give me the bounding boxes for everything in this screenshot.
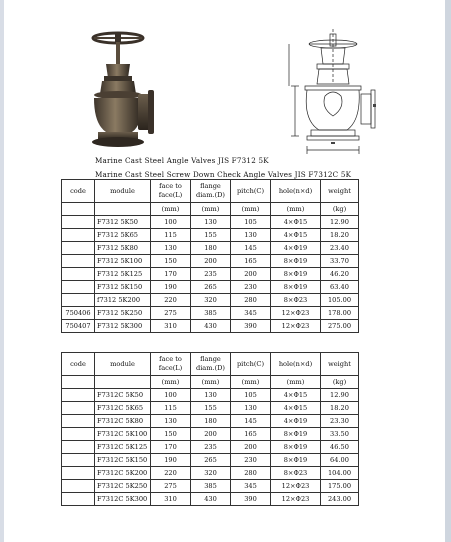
pitch-cell: 130 — [231, 402, 271, 415]
unit-cell — [62, 376, 95, 389]
face-to-face-cell: 170 — [151, 268, 191, 281]
module-cell: F7312C 5K125 — [95, 441, 151, 454]
module-cell: F7312C 5K300 — [95, 493, 151, 506]
unit-cell: (mm) — [191, 376, 231, 389]
face-to-face-cell: 310 — [151, 493, 191, 506]
pitch-cell: 390 — [231, 320, 271, 333]
table-row — [62, 242, 359, 255]
weight-cell: 23.40 — [321, 242, 359, 255]
pitch-cell: 280 — [231, 294, 271, 307]
unit-cell: (kg) — [321, 203, 359, 216]
flange-diameter-cell: 320 — [191, 294, 231, 307]
table-row — [62, 320, 359, 333]
header-face-to-face: face to face(L) — [151, 180, 191, 203]
flange-diameter-cell: 200 — [191, 255, 231, 268]
flange-diameter-cell: 265 — [191, 281, 231, 294]
pitch-cell: 105 — [231, 216, 271, 229]
header-hole: hole(n×d) — [271, 353, 321, 376]
hole-cell: 12×Φ23 — [271, 320, 321, 333]
pitch-cell: 230 — [231, 281, 271, 294]
pitch-cell: 130 — [231, 229, 271, 242]
hole-cell: 12×Φ23 — [271, 493, 321, 506]
header-weight: weight — [321, 180, 359, 203]
face-to-face-cell: 115 — [151, 402, 191, 415]
window-edge-right — [445, 0, 451, 542]
hole-cell: 8×Φ19 — [271, 454, 321, 467]
caption-check-angle-valves: Marine Cast Steel Screw Down Check Angle Valves JIS F7312C 5K — [95, 170, 352, 179]
face-to-face-cell: 220 — [151, 467, 191, 480]
hole-cell: 4×Φ15 — [271, 389, 321, 402]
code-cell — [62, 402, 95, 415]
pitch-cell: 165 — [231, 255, 271, 268]
face-to-face-cell: 190 — [151, 454, 191, 467]
pitch-cell: 200 — [231, 441, 271, 454]
table-row — [62, 454, 359, 467]
face-to-face-cell: 115 — [151, 229, 191, 242]
weight-cell: 275.00 — [321, 320, 359, 333]
hole-cell: 8×Φ19 — [271, 281, 321, 294]
face-to-face-cell: 150 — [151, 428, 191, 441]
unit-cell: (mm) — [231, 203, 271, 216]
pitch-cell: 165 — [231, 428, 271, 441]
table-row — [62, 216, 359, 229]
hole-cell: 12×Φ23 — [271, 480, 321, 493]
module-cell: F7312 5K125 — [95, 268, 151, 281]
table-row — [62, 415, 359, 428]
hole-cell: 8×Φ23 — [271, 294, 321, 307]
code-cell — [62, 428, 95, 441]
unit-cell: (mm) — [191, 203, 231, 216]
weight-cell: 18.20 — [321, 402, 359, 415]
hole-cell: 8×Φ19 — [271, 268, 321, 281]
spec-table-f7312c — [61, 352, 359, 506]
valve-photo — [80, 28, 170, 153]
flange-diameter-cell: 320 — [191, 467, 231, 480]
module-cell: f7312 5K200 — [95, 294, 151, 307]
hole-cell: 8×Φ19 — [271, 255, 321, 268]
weight-cell: 243.00 — [321, 493, 359, 506]
flange-diameter-cell: 385 — [191, 480, 231, 493]
module-cell: F7312C 5K100 — [95, 428, 151, 441]
table-row — [62, 229, 359, 242]
code-cell — [62, 229, 95, 242]
spec-table-f7312 — [61, 179, 359, 333]
caption-angle-valves: Marine Cast Steel Angle Valves JIS F7312 5K — [95, 156, 269, 165]
pitch-cell: 230 — [231, 454, 271, 467]
header-code: code — [62, 353, 95, 376]
unit-cell: (mm) — [151, 376, 191, 389]
weight-cell: 63.40 — [321, 281, 359, 294]
table-row — [62, 268, 359, 281]
code-cell — [62, 281, 95, 294]
valve-technical-drawing — [285, 24, 380, 162]
weight-cell: 23.30 — [321, 415, 359, 428]
weight-cell: 33.50 — [321, 428, 359, 441]
unit-cell: (mm) — [231, 376, 271, 389]
pitch-cell: 200 — [231, 268, 271, 281]
table-row — [62, 493, 359, 506]
weight-cell: 105.00 — [321, 294, 359, 307]
header-face-to-face: face to face(L) — [151, 353, 191, 376]
table-row — [62, 307, 359, 320]
pitch-cell: 390 — [231, 493, 271, 506]
header-flange-diameter: flange diam.(D) — [191, 180, 231, 203]
weight-cell: 64.00 — [321, 454, 359, 467]
table-row — [62, 467, 359, 480]
code-cell: 750406 — [62, 307, 95, 320]
hole-cell: 4×Φ19 — [271, 242, 321, 255]
face-to-face-cell: 130 — [151, 415, 191, 428]
weight-cell: 18.20 — [321, 229, 359, 242]
face-to-face-cell: 275 — [151, 480, 191, 493]
unit-cell — [95, 203, 151, 216]
pitch-cell: 345 — [231, 480, 271, 493]
code-cell — [62, 268, 95, 281]
code-cell — [62, 255, 95, 268]
module-cell: F7312 5K150 — [95, 281, 151, 294]
weight-cell: 12.90 — [321, 389, 359, 402]
face-to-face-cell: 190 — [151, 281, 191, 294]
flange-diameter-cell: 155 — [191, 229, 231, 242]
weight-cell: 46.20 — [321, 268, 359, 281]
flange-diameter-cell: 235 — [191, 268, 231, 281]
flange-diameter-cell: 385 — [191, 307, 231, 320]
pitch-cell: 145 — [231, 242, 271, 255]
face-to-face-cell: 275 — [151, 307, 191, 320]
hole-cell: 8×Φ19 — [271, 441, 321, 454]
module-cell: F7312C 5K250 — [95, 480, 151, 493]
module-cell: F7312C 5K150 — [95, 454, 151, 467]
code-cell — [62, 454, 95, 467]
table-row — [62, 480, 359, 493]
flange-diameter-cell: 180 — [191, 242, 231, 255]
flange-diameter-cell: 130 — [191, 216, 231, 229]
table-row — [62, 389, 359, 402]
code-cell — [62, 294, 95, 307]
face-to-face-cell: 100 — [151, 216, 191, 229]
pitch-cell: 145 — [231, 415, 271, 428]
code-cell — [62, 242, 95, 255]
table-row — [62, 402, 359, 415]
hole-cell: 12×Φ23 — [271, 307, 321, 320]
flange-diameter-cell: 130 — [191, 389, 231, 402]
module-cell: F7312 5K100 — [95, 255, 151, 268]
code-cell — [62, 415, 95, 428]
weight-cell: 46.50 — [321, 441, 359, 454]
pitch-cell: 345 — [231, 307, 271, 320]
weight-cell: 178.00 — [321, 307, 359, 320]
pitch-cell: 280 — [231, 467, 271, 480]
module-cell: F7312C 5K200 — [95, 467, 151, 480]
hole-cell: 4×Φ19 — [271, 415, 321, 428]
code-cell — [62, 216, 95, 229]
unit-cell: (kg) — [321, 376, 359, 389]
code-cell — [62, 441, 95, 454]
unit-cell: (mm) — [271, 376, 321, 389]
code-cell — [62, 389, 95, 402]
flange-diameter-cell: 430 — [191, 320, 231, 333]
hole-cell: 4×Φ15 — [271, 216, 321, 229]
code-cell — [62, 467, 95, 480]
module-cell: F7312 5K300 — [95, 320, 151, 333]
flange-diameter-cell: 155 — [191, 402, 231, 415]
table-row — [62, 281, 359, 294]
module-cell: F7312 5K50 — [95, 216, 151, 229]
code-cell — [62, 480, 95, 493]
face-to-face-cell: 130 — [151, 242, 191, 255]
flange-diameter-cell: 200 — [191, 428, 231, 441]
module-cell: F7312C 5K65 — [95, 402, 151, 415]
module-cell: F7312C 5K50 — [95, 389, 151, 402]
pitch-cell: 105 — [231, 389, 271, 402]
weight-cell: 12.90 — [321, 216, 359, 229]
header-hole: hole(n×d) — [271, 180, 321, 203]
code-cell: 750407 — [62, 320, 95, 333]
face-to-face-cell: 150 — [151, 255, 191, 268]
code-cell — [62, 493, 95, 506]
face-to-face-cell: 310 — [151, 320, 191, 333]
flange-diameter-cell: 430 — [191, 493, 231, 506]
hole-cell: 8×Φ23 — [271, 467, 321, 480]
flange-diameter-cell: 235 — [191, 441, 231, 454]
hole-cell: 4×Φ15 — [271, 402, 321, 415]
unit-cell — [62, 203, 95, 216]
flange-diameter-cell: 265 — [191, 454, 231, 467]
flange-diameter-cell: 180 — [191, 415, 231, 428]
hole-cell: 8×Φ19 — [271, 428, 321, 441]
face-to-face-cell: 100 — [151, 389, 191, 402]
unit-cell — [95, 376, 151, 389]
header-flange-diameter: flange diam.(D) — [191, 353, 231, 376]
module-cell: F7312 5K250 — [95, 307, 151, 320]
header-code: code — [62, 180, 95, 203]
face-to-face-cell: 170 — [151, 441, 191, 454]
weight-cell: 104.00 — [321, 467, 359, 480]
face-to-face-cell: 220 — [151, 294, 191, 307]
header-pitch: pitch(C) — [231, 180, 271, 203]
header-pitch: pitch(C) — [231, 353, 271, 376]
table-row — [62, 428, 359, 441]
header-module: module — [95, 353, 151, 376]
hole-cell: 4×Φ15 — [271, 229, 321, 242]
module-cell: F7312 5K80 — [95, 242, 151, 255]
module-cell: F7312C 5K80 — [95, 415, 151, 428]
unit-cell: (mm) — [151, 203, 191, 216]
header-weight: weight — [321, 353, 359, 376]
table-row — [62, 441, 359, 454]
module-cell: F7312 5K65 — [95, 229, 151, 242]
header-module: module — [95, 180, 151, 203]
table-row — [62, 294, 359, 307]
window-edge-left — [0, 0, 4, 542]
table-row — [62, 255, 359, 268]
weight-cell: 33.70 — [321, 255, 359, 268]
unit-cell: (mm) — [271, 203, 321, 216]
weight-cell: 175.00 — [321, 480, 359, 493]
